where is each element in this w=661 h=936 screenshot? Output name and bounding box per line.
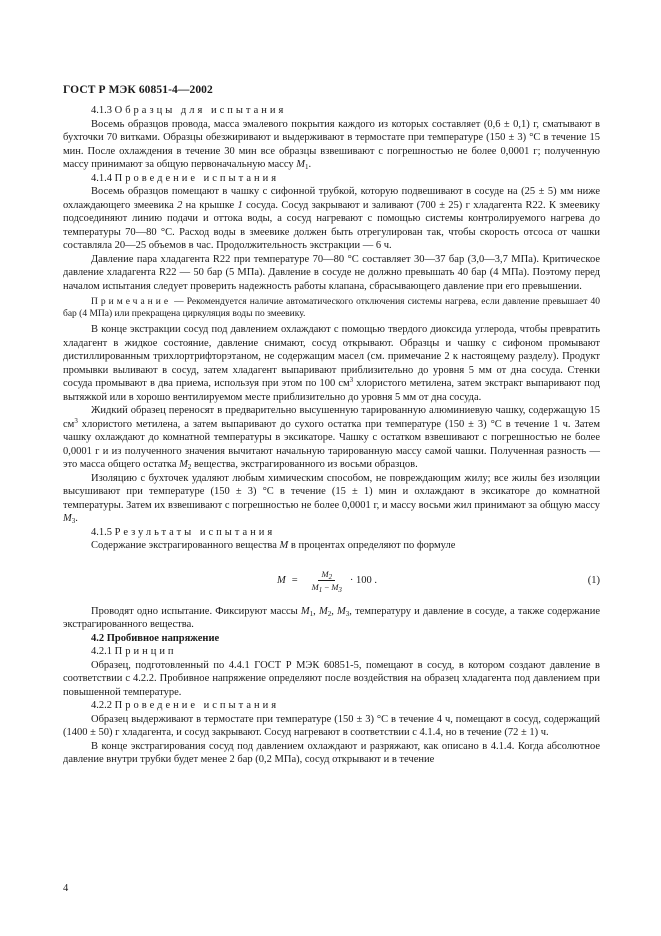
paragraph: Давление пара хладагента R22 при температуре 70—80 °С составляет 30—37 бар (3,0—3,7 МПа). Критическое давление хладагента R22 — 50 бар (5 МПа). Давление в сосуде не должно превышать 40 бар (4 МПа). Поэтому перед началом испытания следует проверить надежность работы клапана, сбрасывающего давление при его превышении.: [63, 253, 600, 292]
paragraph: Восемь образцов помещают в чашку с сифонной трубкой, которую подвешивают в сосуде на (25 ± 5) мм ниже охлаждающего змеевика 2 на крышке 1 сосуда. Сосуд закрывают и заливают (700 ± 25) г хладагента R22. К змеевику подсоединяют линию подачи и оттока воды, а сосуд нагревают с помощью системы контролируемого нагрева до температуры 70—80 °С. Расход воды в змеевике должен быть отрегулирован так, чтобы скорость отсоса от чашки составляла 20—25 объемов в час. Продолжительность экстракции — 6 ч.: [63, 186, 601, 251]
paragraph: В конце экстракции сосуд под давлением охлаждают с помощью твердого диоксида углерода, чтобы превратить хладагент в жидкое состояние, давление снимают, сосуд открывают. Образцы и чашку с сифоном промывают дистиллированным трихлортрифторэтаном, не содержащим масел (см. примечание 2 к настоящему разделу). Продукт промывки выливают в сосуд, затем хладагент выпаривают приблизительно до уровня 5 мм от дна сосуда. Стенки сосуда промывают в два приема, используя при этом по 100 $см^3$ хлористого метилена, затем экстракт выпаривают под вытяжкой или в хорошо вентилируемом месте приблизительно до уровня 5 мм от дна сосуда.: [63, 324, 601, 403]
section-heading-4-1-4: 4.1.4 Проведение испытания: [91, 172, 280, 184]
document-header: ГОСТ Р МЭК 60851-4—2002: [63, 84, 213, 96]
paragraph: Содержание экстрагированного вещества M в процентах определяют по формуле: [91, 540, 456, 551]
paragraph: Образец выдерживают в термостате при температуре (150 ± 3) °С в течение 4 ч, помещают в сосуд, содержащий (1400 ± 50) г хладагента, и сосуд закрывают. Сосуд нагревают в соответствии с 4.1.4, но в течение (72 ± 1) ч.: [63, 713, 600, 738]
note: Примечание — Рекомендуется наличие автоматического отключения системы нагрева, если давление превышает 40 бар (4 МПа) или прекращена циркуляция воды по змеевику.: [63, 297, 601, 319]
paragraph: Восемь образцов провода, масса эмалевого покрытия каждого из которых составляет (0,6 ± 0,1) г, сматывают в бухточки 70 витками. Образцы обезжиривают и выдерживают в термостате при температуре (150 ± 3) °С в течение 15 мин. После охлаждения в течение 30 мин все образцы взвешивают с погрешностью не более 0,0001 г; полученную массу принимают за общую первоначальную массу $M_1$.: [63, 118, 600, 171]
formula-1: [63, 562, 600, 600]
section-heading-4-2-2: 4.2.2 Проведение испытания: [91, 700, 280, 711]
section-heading-4-1-5: 4.1.5 Результаты испытания: [91, 526, 276, 538]
paragraph: В конце экстрагирования сосуд под давлением охлаждают и разряжают, как описано в 4.1.4. Когда абсолютное давление внутри трубки будет менее 2 бар (0,2 МПа), сосуд открывают и в течение: [63, 740, 600, 765]
paragraph: Жидкий образец переносят в предварительно высушенную тарированную алюминиевую чашку, содержащую 15 $см^3$ хлористого метилена, а затем выпаривают до сухого остатка при температуре (150 ± 3) °С в течение 1 ч. Затем чашку охлаждают до комнатной температуры в эксикаторе. Чашку с остатком взвешивают с погрешностью не более 0,0001 г и из полученного значения вычитают начальную тарированную массу самой чашки. Полученная разность — это масса общего остатка $M_2$ вещества, экстрагированного из восьми образцов.: [63, 405, 600, 471]
paragraph: Изоляцию с бухточек удаляют любым химическим способом, не повреждающим жилу; все жилы без изоляции высушивают при температуре (150 ± 3) °С в течение (15 ± 1) мин и охлаждают в эксикаторе до комнатной температуры. Затем их взвешивают с погрешностью не более 0,0001 г, и массу восьми жил принимают за общую массу $M_3$.: [63, 472, 600, 525]
document-body: [63, 104, 600, 767]
formula-expression: M = $\frac{M_2}{M_1 - M_3}$ · 100 .: [277, 569, 378, 594]
section-heading-4-2-1: 4.2.1 Принцип: [91, 646, 177, 657]
page-number: 4: [63, 883, 69, 894]
paragraph: Образец, подготовленный по 4.4.1 ГОСТ Р МЭК 60851-5, помещают в сосуд, в котором создают давление в соответствии с 4.2.2. Пробивное напряжение определяют после воздействия на образец хладагента под давлением при повышенной температуре.: [63, 659, 600, 698]
paragraph: Проводят одно испытание. Фиксируют массы $M_1$, $M_2$, $M_3$, температуру и давление в сосуде, а также содержание экстрагированного вещества.: [63, 605, 600, 630]
section-heading-4-2: 4.2 Пробивное напряжение: [91, 632, 220, 644]
formula-number: (1): [587, 574, 600, 586]
formula-fraction: $\frac{M_2}{M_1 - M_3}$: [311, 569, 342, 594]
section-heading-4-1-3: 4.1.3 Образцы для испытания: [91, 105, 287, 116]
